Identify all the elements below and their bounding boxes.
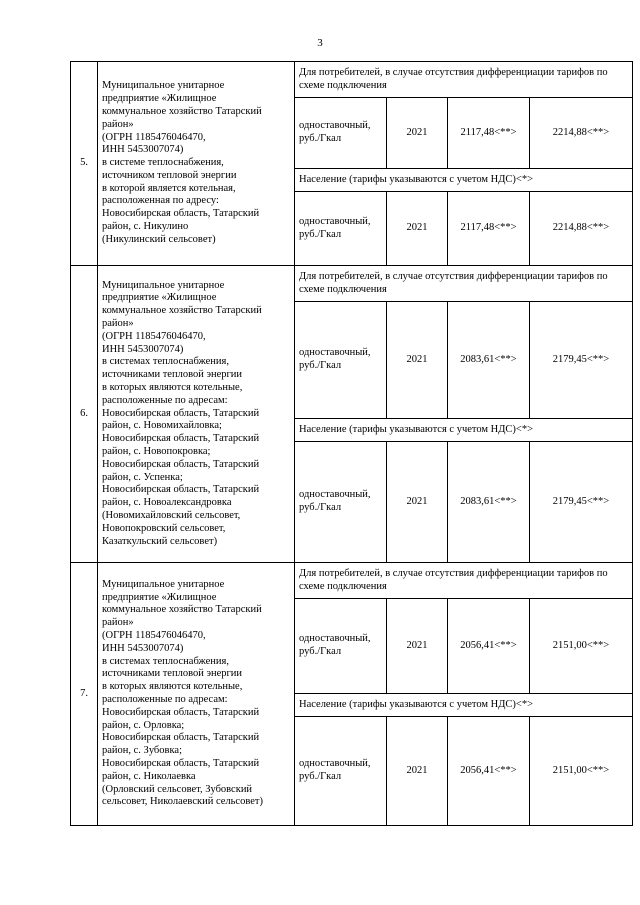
organization-line: район, с. Николаевка [102, 770, 196, 782]
entry-row [71, 62, 633, 98]
tariff-unit: одноставочный, руб./Гкал [295, 442, 387, 563]
organization-line: район, с. Успенка; [102, 471, 183, 483]
organization-line: коммунальное хозяйство Татарский [102, 604, 262, 616]
entry-number: 5. [71, 62, 98, 266]
tariff-value: 2056,41<**> [448, 599, 530, 694]
tariff-unit: одноставочный, руб./Гкал [295, 599, 387, 694]
organization-line: район, с. Новопокровка; [102, 445, 211, 457]
population-header: Население (тарифы указываются с учетом НДС)<*> [295, 169, 633, 192]
organization-line: (ОГРН 1185476046470, [102, 131, 206, 143]
organization-line: ИНН 5453007074) [102, 642, 184, 654]
organization-line: район, с. Новомихайловка; [102, 420, 222, 432]
organization-line: (Никулинский сельсовет) [102, 233, 216, 245]
organization-line: Новосибирская область, Татарский [102, 484, 260, 496]
organization-line: Новосибирская область, Татарский [102, 433, 260, 445]
tariff-value: 2083,61<**> [448, 442, 530, 563]
page-number: 3 [317, 37, 323, 49]
tariff-value: 2117,48<**> [448, 192, 530, 266]
organization-line: (Орловский сельсовет, Зубовский [102, 783, 253, 795]
tariff-year: 2021 [387, 442, 448, 563]
organization-line: район, с. Орловка; [102, 719, 185, 731]
organization-description [98, 266, 295, 563]
tariff-value: 2056,41<**> [448, 717, 530, 826]
organization-line: район» [102, 118, 134, 130]
tariff-year: 2021 [387, 192, 448, 266]
entry-row [71, 563, 633, 599]
population-header: Население (тарифы указываются с учетом НДС)<*> [295, 694, 633, 717]
organization-line: расположенные по адресам: [102, 394, 228, 406]
organization-line: коммунальное хозяйство Татарский [102, 105, 262, 117]
entry-row [71, 266, 633, 302]
organization-description [98, 62, 295, 266]
organization-line: Новосибирская область, Татарский [102, 458, 260, 470]
organization-line: ИНН 5453007074) [102, 144, 184, 156]
organization-line: район, с. Никулино [102, 221, 189, 233]
tariff-value: 2179,45<**> [530, 302, 633, 419]
organization-line: в системах теплоснабжения, [102, 655, 229, 667]
organization-line: коммунальное хозяйство Татарский [102, 305, 262, 317]
tariff-year: 2021 [387, 302, 448, 419]
organization-line: источником тепловой энергии [102, 169, 237, 181]
organization-line: предприятие «Жилищное [102, 93, 217, 105]
organization-line: ИНН 5453007074) [102, 343, 184, 355]
consumers-header: Для потребителей, в случае отсутствия дифференциации тарифов по схеме подключения [295, 563, 633, 599]
organization-description [98, 563, 295, 826]
organization-line: (ОГРН 1185476046470, [102, 330, 206, 342]
organization-line: расположенные по адресам: [102, 694, 228, 705]
consumers-header: Для потребителей, в случае отсутствия дифференциации тарифов по схеме подключения [295, 62, 633, 98]
entry-number: 7. [71, 563, 98, 826]
organization-line: Новосибирская область, Татарский [102, 407, 260, 419]
tariff-unit: одноставочный, руб./Гкал [295, 192, 387, 266]
tariff-unit: одноставочный, руб./Гкал [295, 98, 387, 169]
organization-line: в системе теплоснабжения, [102, 157, 224, 169]
organization-line: предприятие «Жилищное [102, 292, 217, 304]
tariff-year: 2021 [387, 98, 448, 169]
organization-line: в системах теплоснабжения, [102, 356, 229, 368]
organization-line: Новосибирская область, Татарский [102, 757, 260, 769]
organization-line: Муниципальное унитарное [102, 279, 225, 291]
organization-line: в которых являются котельные, [102, 382, 243, 393]
organization-line: Муниципальное унитарное [102, 578, 225, 590]
tariff-year: 2021 [387, 717, 448, 826]
tariff-value: 2214,88<**> [530, 98, 633, 169]
consumers-header: Для потребителей, в случае отсутствия дифференциации тарифов по схеме подключения [295, 266, 633, 302]
organization-line: предприятие «Жилищное [102, 591, 217, 603]
tariff-value: 2117,48<**> [448, 98, 530, 169]
population-header: Население (тарифы указываются с учетом НДС)<*> [295, 419, 633, 442]
tariff-year: 2021 [387, 599, 448, 694]
tariff-value: 2151,00<**> [530, 599, 633, 694]
organization-line: район» [102, 318, 134, 330]
organization-line: источниками тепловой энергии [102, 668, 243, 680]
tariff-unit: одноставочный, руб./Гкал [295, 717, 387, 826]
organization-line: Казаткульский сельсовет) [102, 535, 218, 547]
organization-line: Новосибирская область, Татарский [102, 732, 260, 744]
organization-line: Муниципальное унитарное [102, 80, 225, 92]
organization-line: (ОГРН 1185476046470, [102, 630, 206, 642]
organization-line: Новосибирская область, Татарский [102, 706, 260, 718]
tariff-value: 2151,00<**> [530, 717, 633, 826]
organization-line: Новосибирская область, Татарский [102, 208, 260, 220]
organization-line: район, с. Новоалександровка [102, 497, 232, 509]
tariff-value: 2179,45<**> [530, 442, 633, 563]
organization-line: (Новомихайловский сельсовет, [102, 509, 241, 521]
tariff-unit: одноставочный, руб./Гкал [295, 302, 387, 419]
organization-line: район» [102, 617, 134, 629]
organization-line: источниками тепловой энергии [102, 369, 243, 381]
organization-line: район, с. Зубовка; [102, 745, 183, 757]
entry-number: 6. [71, 266, 98, 563]
organization-line: в которой является котельная, [102, 182, 236, 194]
organization-line: сельсовет, Николаевский сельсовет) [102, 796, 263, 808]
organization-line: в которых являются котельные, [102, 681, 243, 693]
organization-line: расположенная по адресу: [102, 195, 219, 207]
tariff-value: 2214,88<**> [530, 192, 633, 266]
tariff-value: 2083,61<**> [448, 302, 530, 419]
tariff-table [70, 61, 633, 826]
organization-line: Новопокровский сельсовет, [102, 522, 226, 534]
